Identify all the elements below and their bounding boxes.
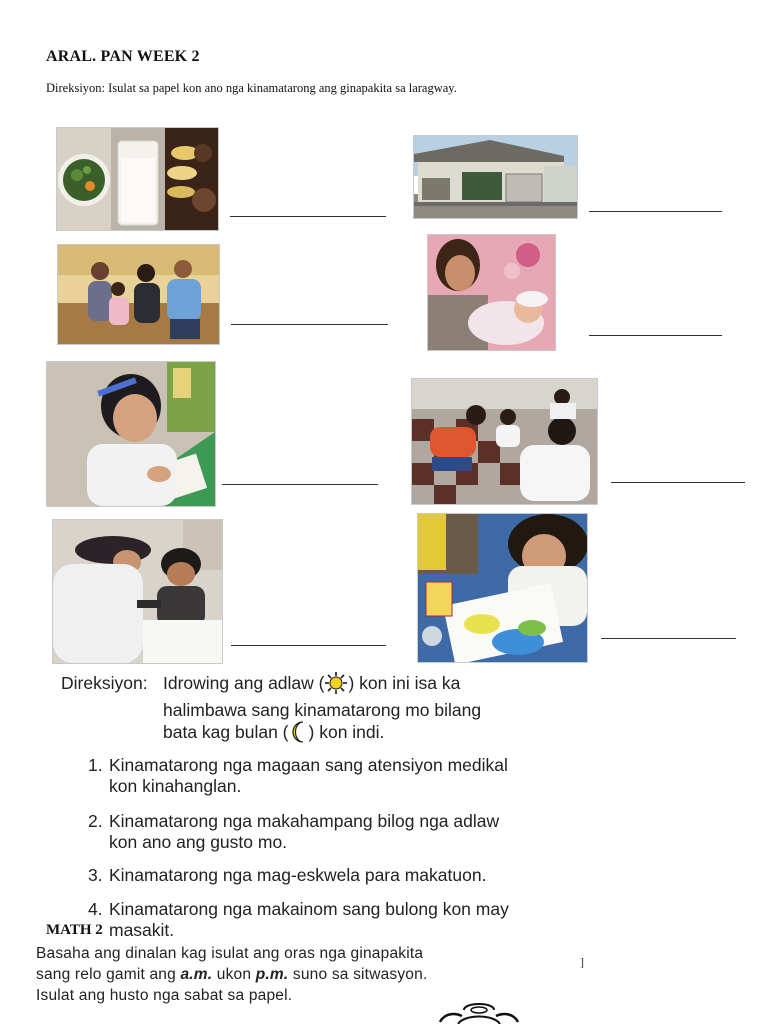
sun-moon-direction (61, 672, 481, 748)
direction-label: Direksiyon: (61, 673, 148, 693)
math-section-title: MATH 2 (46, 922, 103, 938)
food-milk-photo (56, 127, 219, 231)
girl-painting-photo (417, 513, 588, 663)
list-item: 3. Kinamatarong nga mag-eskwela para makatuon. (88, 865, 487, 885)
clock-icon (434, 1000, 524, 1024)
list-item: 1. Kinamatarong nga magaan sang atensiyon medikal kon kinahanglan. (88, 755, 508, 796)
answer-line-3[interactable] (231, 324, 388, 325)
math-line1: Basaha ang dinalan kag isulat ang oras nga ginapakita (36, 945, 424, 962)
math-line3: Isulat ang husto nga sabat sa papel. (36, 987, 293, 1004)
answer-line-8[interactable] (601, 638, 736, 639)
list-item: 2. Kinamatarong nga makahampang bilog nga adlaw kon ano ang gusto mo. (88, 811, 500, 852)
answer-line-4[interactable] (589, 335, 722, 336)
nurse-child-photo (52, 519, 223, 664)
direction-line2: halimbawa sang kinamatarong mo bilang (163, 700, 482, 720)
worksheet-title: ARAL. PAN WEEK 2 (46, 48, 200, 65)
family-photo (57, 244, 220, 345)
mother-baby-photo (427, 234, 556, 351)
answer-line-7[interactable] (231, 645, 386, 646)
am-label: a.m. (180, 966, 213, 983)
answer-line-1[interactable] (230, 216, 386, 217)
pm-label: p.m. (255, 966, 289, 983)
stray-bracket: ] (580, 955, 584, 969)
sun-icon (324, 672, 348, 699)
direction-line3a: bata kag bulan ( (163, 722, 289, 742)
direction-line3b: ) kon indi. (308, 722, 385, 742)
answer-line-5[interactable] (222, 484, 378, 485)
children-playing-photo (411, 378, 598, 505)
math-instructions: Basaha ang dinalan kag isulat ang oras nga ginapakita sang relo gamit ang a.m. ukon p.m. suno sa sitwasyon. Isulat ang husto nga sabat sa papel. (36, 945, 428, 1004)
list-item: 4. Kinamatarong nga makainom sang bulong kon may masakit. (88, 899, 509, 940)
direction-line1a: Idrowing ang adlaw ( (163, 673, 325, 693)
answer-line-6[interactable] (611, 482, 745, 483)
house-photo (413, 135, 578, 219)
student-writing-photo (46, 361, 216, 507)
moon-icon (289, 721, 309, 748)
direction-instruction: Direksiyon: Isulat sa papel kon ano nga kinamatarong ang ginapakita sa laragway. (46, 81, 457, 95)
answer-line-2[interactable] (589, 211, 722, 212)
direction-line1b: ) kon ini isa ka (348, 673, 461, 693)
